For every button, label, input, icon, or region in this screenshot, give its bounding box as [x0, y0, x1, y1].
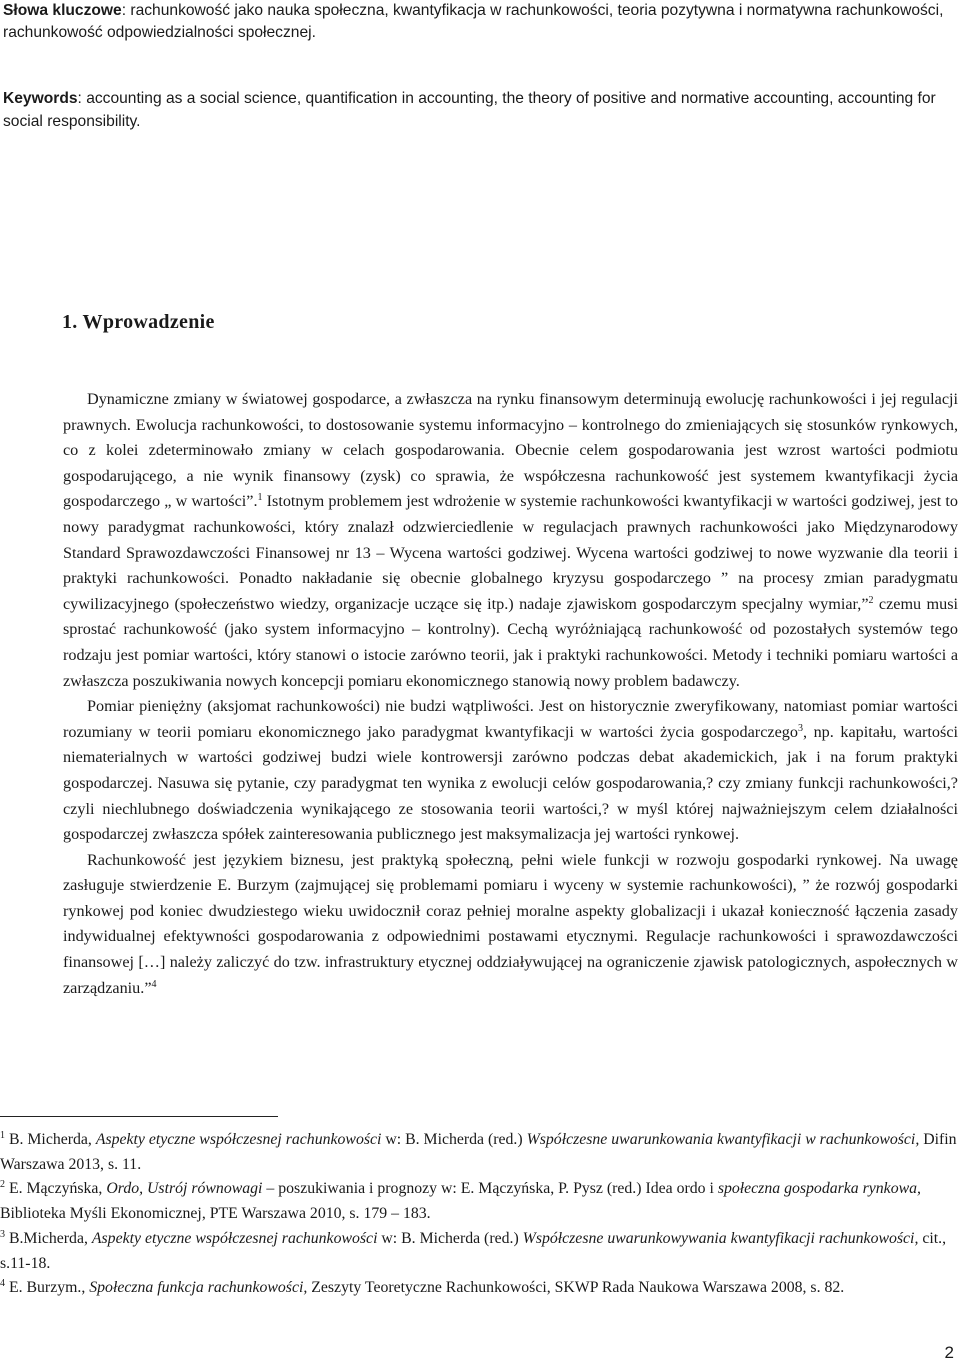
footnote-italic: Ordo, Ustrój równowagi [106, 1180, 263, 1198]
section-heading: 1. Wprowadzenie [62, 311, 215, 333]
footnote-number: 1 [0, 1130, 5, 1141]
footnote-1 [0, 1128, 958, 1177]
footnote-number: 3 [0, 1228, 5, 1240]
body-text [63, 387, 958, 1001]
page-number: 2 [944, 1343, 954, 1362]
footnote-ref-3[interactable]: 3 [797, 722, 803, 734]
footnote-italic: Współczesne uwarunkowania kwantyfikacji w rachunkowości, [526, 1131, 920, 1148]
footnote-3 [0, 1227, 958, 1276]
footnote-italic: społeczna gospodarka rynkowa, [717, 1180, 921, 1198]
keywords-polish-text: : rachunkowość jako nauka społeczna, kwantyfikacja w rachunkowości, teoria pozytywna i normatywna rachunkowości, rachunkowość odpowiedzialności społecznej. [3, 2, 944, 41]
footnotes [0, 1128, 958, 1301]
footnote-ref-1[interactable]: 1 [257, 492, 263, 504]
paragraph-1-part-a: Dynamiczne zmiany w światowej gospodarce, a zwłaszcza na rynku finansowym determinują ewolucję rachunkowości i jej regulacji prawnych. Ewolucja rachunkowości, to dostosowanie systemu informacyjno – kontrolnego do zmieniających się stosunków rynkowych, co z kolei zdeterminowało zmiany w celach gospodarowania. Obecnie celem gospodarowania jest wzrost wartości podmiotu gospodarującego, a nie wynik finansowy (zysk) co sprawia, że współczesna rachunkowość jest systemem kwantyfikacji życia gospodarczego „ w wartości”. [63, 390, 958, 511]
paragraph-3-part-a: Rachunkowość jest językiem biznesu, jest praktyką społeczną, pełni wiele funkcji w rozwoju gospodarki rynkowej. Na uwagę zasługuje stwierdzenie E. Burzym (zajmującej się problemami pomiaru i wyceny w systemie rachunkowości), ” że rozwój gospodarki rynkowej pod koniec dwudziestego wieku uwidocznił coraz pełniej moralne aspekty globalizacji i ukazał konieczność łączenia zasady indywidualnej efektywności gospodarowania z odpowiednimi postawami etycznymi. Regulacje rachunkowości i sprawozdawczości finansowej […] należy zaliczyć do tzw. infrastruktury etycznej oddziaływującej na ograniczenie zjawisk patologicznych, aspołecznych w zarządzaniu.” [63, 850, 958, 997]
footnote-text: B.Micherda, [5, 1229, 92, 1247]
footnote-text: E. Burzym., [5, 1279, 90, 1297]
keywords-english [3, 87, 958, 133]
paragraph-1-part-b: Istotnym problemem jest wdrożenie w systemie rachunkowości kwantyfikacji w wartości godziwej, jest to nowy paradygmat rachunkowości, który znalazł odzwierciedlenie w regulacjach prawnych rachunkowości jako Międzynarodowy Standard Sprawozdawczości Finansowej nr 13 – Wycena wartości godziwej. Wycena wartości godziwej to nowe wyzwanie dla teorii i praktyki rachunkowości. Ponadto nakładanie się obecnie globalnego kryzysu gospodarczego ” na procesy zmian paradygmatu cywilizacyjnego (społeczeństwo wiedzy, organizacje uczące się itp.) nadaje zjawiskom gospodarczym specjalny wymiar,” [63, 492, 958, 613]
footnote-text: – poszukiwania i prognozy w: E. Mączyńska, P. Pysz (red.) Idea ordo i [262, 1180, 718, 1198]
footnote-number: 2 [0, 1179, 5, 1191]
paragraph-2 [63, 694, 958, 848]
paragraph-2-part-b: , np. kapitału, wartości niematerialnych w wartości godziwej budzi wiele kontrowersji zarówno podczas debat akademickich, jak i na forum praktyki gospodarczej. Nasuwa się pytanie, czy paradygmat ten wynika z ewolucji celów gospodarowania,? czy zmiany funkcji rachunkowości,? czyli niechlubnego doświadczenia wynikającego ze stosowania teorii wartości,? w myśl której najważniejszym celem działalności gospodarczej zwłaszcza spółek zainteresowania publicznego jest maksymalizacja jej wartości rynkowej. [63, 722, 959, 844]
footnote-text: w: B. Micherda (red.) [377, 1229, 523, 1247]
footnote-text: w: B. Micherda (red.) [381, 1131, 527, 1148]
footnote-italic: Współczesne uwarunkowywania kwantyfikacji rachunkowości, [522, 1229, 919, 1247]
footnote-italic: Aspekty etyczne współczesnej rachunkowości [95, 1131, 382, 1148]
footnote-text: Biblioteka Myśli Ekonomicznej, PTE Warszawa 2010, s. 179 – 183. [0, 1205, 431, 1223]
footnote-2 [0, 1177, 958, 1226]
paragraph-3 [63, 848, 958, 1002]
footnote-number: 4 [0, 1278, 5, 1290]
footnote-text: Difin Warszawa 2013, s. 11. [0, 1131, 957, 1173]
paragraph-2-part-a: Pomiar pieniężny (aksjomat rachunkowości) nie budzi wątpliwości. Jest on historycznie zweryfikowany, natomiast pomiar wartości rozumiany w teorii pomiaru ekonomicznego jako paradygmat kwantyfikacji w wartości życia gospodarczego [63, 697, 958, 741]
footnote-italic: Aspekty etyczne współczesnej rachunkowości [91, 1229, 378, 1247]
footnote-ref-4[interactable]: 4 [151, 978, 157, 990]
keywords-english-label: Keywords [3, 90, 78, 107]
keywords-polish [3, 0, 958, 44]
footnote-separator [0, 1116, 278, 1117]
footnote-ref-2[interactable]: 2 [868, 594, 874, 606]
footnote-italic: Społeczna funkcja rachunkowości, [89, 1279, 308, 1297]
keywords-polish-label: Słowa kluczowe [3, 2, 122, 19]
footnote-text: B. Micherda, [5, 1131, 96, 1148]
keywords-english-text: : accounting as a social science, quantification in accounting, the theory of positive and normative accounting, accounting for social responsibility. [3, 90, 936, 130]
paragraph-1 [63, 387, 958, 694]
footnote-4 [0, 1276, 958, 1301]
footnote-text: Zeszyty Teoretyczne Rachunkowości, SKWP Rada Naukowa Warszawa 2008, s. 82. [307, 1279, 845, 1297]
footnote-text: E. Mączyńska, [5, 1180, 107, 1198]
paragraph-1-part-c: czemu musi sprostać rachunkowość (jako system informacyjno – kontrolny). Cechą wyróżniającą rachunkowość od pozostałych systemów tego rodzaju jest pomiar wartości, który stanowi o istocie zarówno teorii, jak i praktyki rachunkowości. Metody i techniki pomiaru wartości a zwłaszcza poszukiwania nowych koncepcji pomiaru ekonomicznego stanowią nowy problem badawczy. [63, 594, 958, 690]
footnote-text: cit., s.11-18. [0, 1229, 947, 1272]
